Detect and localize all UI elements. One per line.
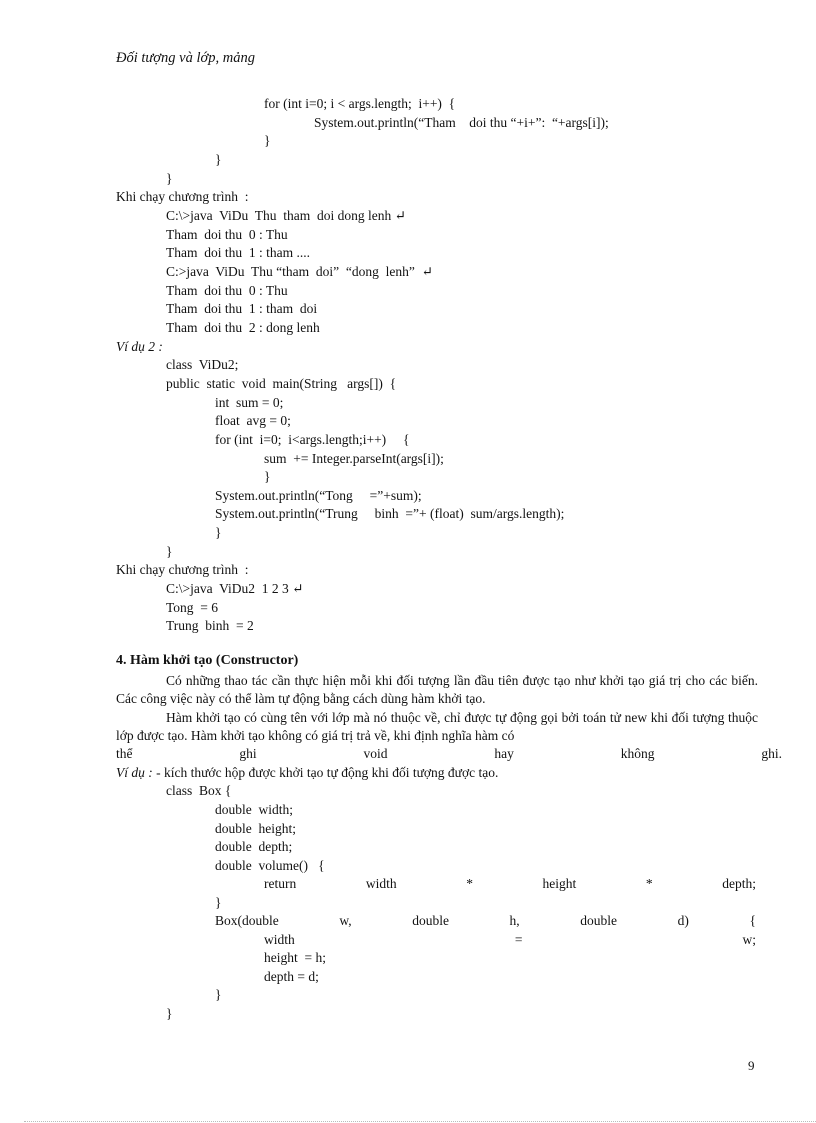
example-label: Ví dụ : <box>116 765 153 780</box>
code-line: } <box>215 525 222 540</box>
code-token: height <box>542 876 577 891</box>
code-line: double volume() { <box>215 858 325 873</box>
output-line: Tham doi thu 1 : tham .... <box>166 245 310 260</box>
output-line: C:\>java ViDu Thu tham doi dong lenh ↵ <box>166 208 406 223</box>
code-line: } <box>264 469 271 484</box>
example-2-label: Ví dụ 2 : <box>116 339 163 354</box>
word: không <box>620 746 655 761</box>
code-line: } <box>166 171 173 186</box>
code-token: depth; <box>722 876 756 891</box>
code-line: double height; <box>215 821 296 836</box>
code-line: class ViDu2; <box>166 357 239 372</box>
code-line: public static void main(String args[]) { <box>166 376 397 391</box>
output-line: Tham doi thu 0 : Thu <box>166 227 288 242</box>
page-number: 9 <box>748 1058 755 1073</box>
code-line: } <box>264 133 271 148</box>
code-line: for (int i=0; i < args.length; i++) { <box>264 96 456 111</box>
code-token: w, <box>339 913 352 928</box>
paragraph-intro: Có những thao tác cần thực hiện mỗi khi đối tượng lần đầu tiên được tạo như khởi tạo giá trị cho các biến. Các công việc này có thể làm tự động bằng cách dùng hàm khởi tạo. <box>116 673 758 706</box>
code-token: return <box>264 876 297 891</box>
paragraph-constructor-last-line <box>116 745 782 763</box>
output-line: Trung binh = 2 <box>166 618 254 633</box>
code-line: int sum = 0; <box>215 395 284 410</box>
output-line: Tham doi thu 1 : tham doi <box>166 301 318 316</box>
output-line: Tham doi thu 2 : dong lenh <box>166 320 320 335</box>
code-line-return <box>264 875 756 893</box>
code-token: = <box>514 932 523 947</box>
code-line: System.out.println(“Trung binh =”+ (float) sum/args.length); <box>215 506 565 521</box>
word: ghi <box>239 746 257 761</box>
section-heading: 4. Hàm khởi tạo (Constructor) <box>116 653 299 668</box>
code-token: { <box>749 913 756 928</box>
word: thể <box>116 746 133 761</box>
code-token: w; <box>742 932 756 947</box>
example-description: - kích thước hộp được khởi tạo tự động khi đối tượng được tạo. <box>152 765 499 780</box>
run-label: Khi chạy chương trình : <box>116 562 249 577</box>
code-line: depth = d; <box>264 969 319 984</box>
word: ghi. <box>761 746 782 761</box>
example-line <box>116 764 498 782</box>
code-line: } <box>166 1006 173 1021</box>
code-line: System.out.println(“Tong =”+sum); <box>215 488 422 503</box>
page-bottom-divider <box>24 1121 816 1122</box>
code-line: } <box>166 544 173 559</box>
code-line-constructor <box>215 912 756 930</box>
code-token: Box(double <box>215 913 279 928</box>
word: hay <box>494 746 514 761</box>
code-line: for (int i=0; i<args.length;i++) { <box>215 432 410 447</box>
output-line: C:>java ViDu Thu “tham doi” “dong lenh” ↵ <box>166 264 433 279</box>
code-line: } <box>215 987 222 1002</box>
code-token: d) <box>677 913 689 928</box>
code-token: width <box>264 932 295 947</box>
code-line: } <box>215 152 222 167</box>
code-token: h, <box>509 913 520 928</box>
code-token: width <box>365 876 397 891</box>
page-header: Đối tượng và lớp, mảng <box>116 50 255 66</box>
code-line: } <box>215 895 222 910</box>
code-line: sum += Integer.parseInt(args[i]); <box>264 451 444 466</box>
code-line: float avg = 0; <box>215 413 291 428</box>
code-line: double depth; <box>215 839 293 854</box>
code-line-width-assign <box>264 931 756 949</box>
code-line: class Box { <box>166 783 232 798</box>
code-token: double <box>580 913 617 928</box>
output-line: Tham doi thu 0 : Thu <box>166 283 288 298</box>
code-line: height = h; <box>264 950 326 965</box>
word: void <box>363 746 388 761</box>
code-token: * <box>466 876 473 891</box>
run-label: Khi chạy chương trình : <box>116 189 249 204</box>
code-token: * <box>645 876 653 891</box>
code-line: System.out.println(“Tham doi thu “+i+”: “+args[i]); <box>314 115 609 130</box>
paragraph-constructor: Hàm khởi tạo có cùng tên với lớp mà nó thuộc về, chỉ được tự động gọi bởi toán tử new khi đối tượng thuộc lớp được tạo. Hàm khởi tạo không có giá trị trả về, khi định nghĩa hàm có <box>116 710 758 743</box>
output-line: C:\>java ViDu2 1 2 3 ↵ <box>166 581 304 596</box>
code-token: double <box>412 913 449 928</box>
output-line: Tong = 6 <box>166 600 219 615</box>
code-line: double width; <box>215 802 293 817</box>
